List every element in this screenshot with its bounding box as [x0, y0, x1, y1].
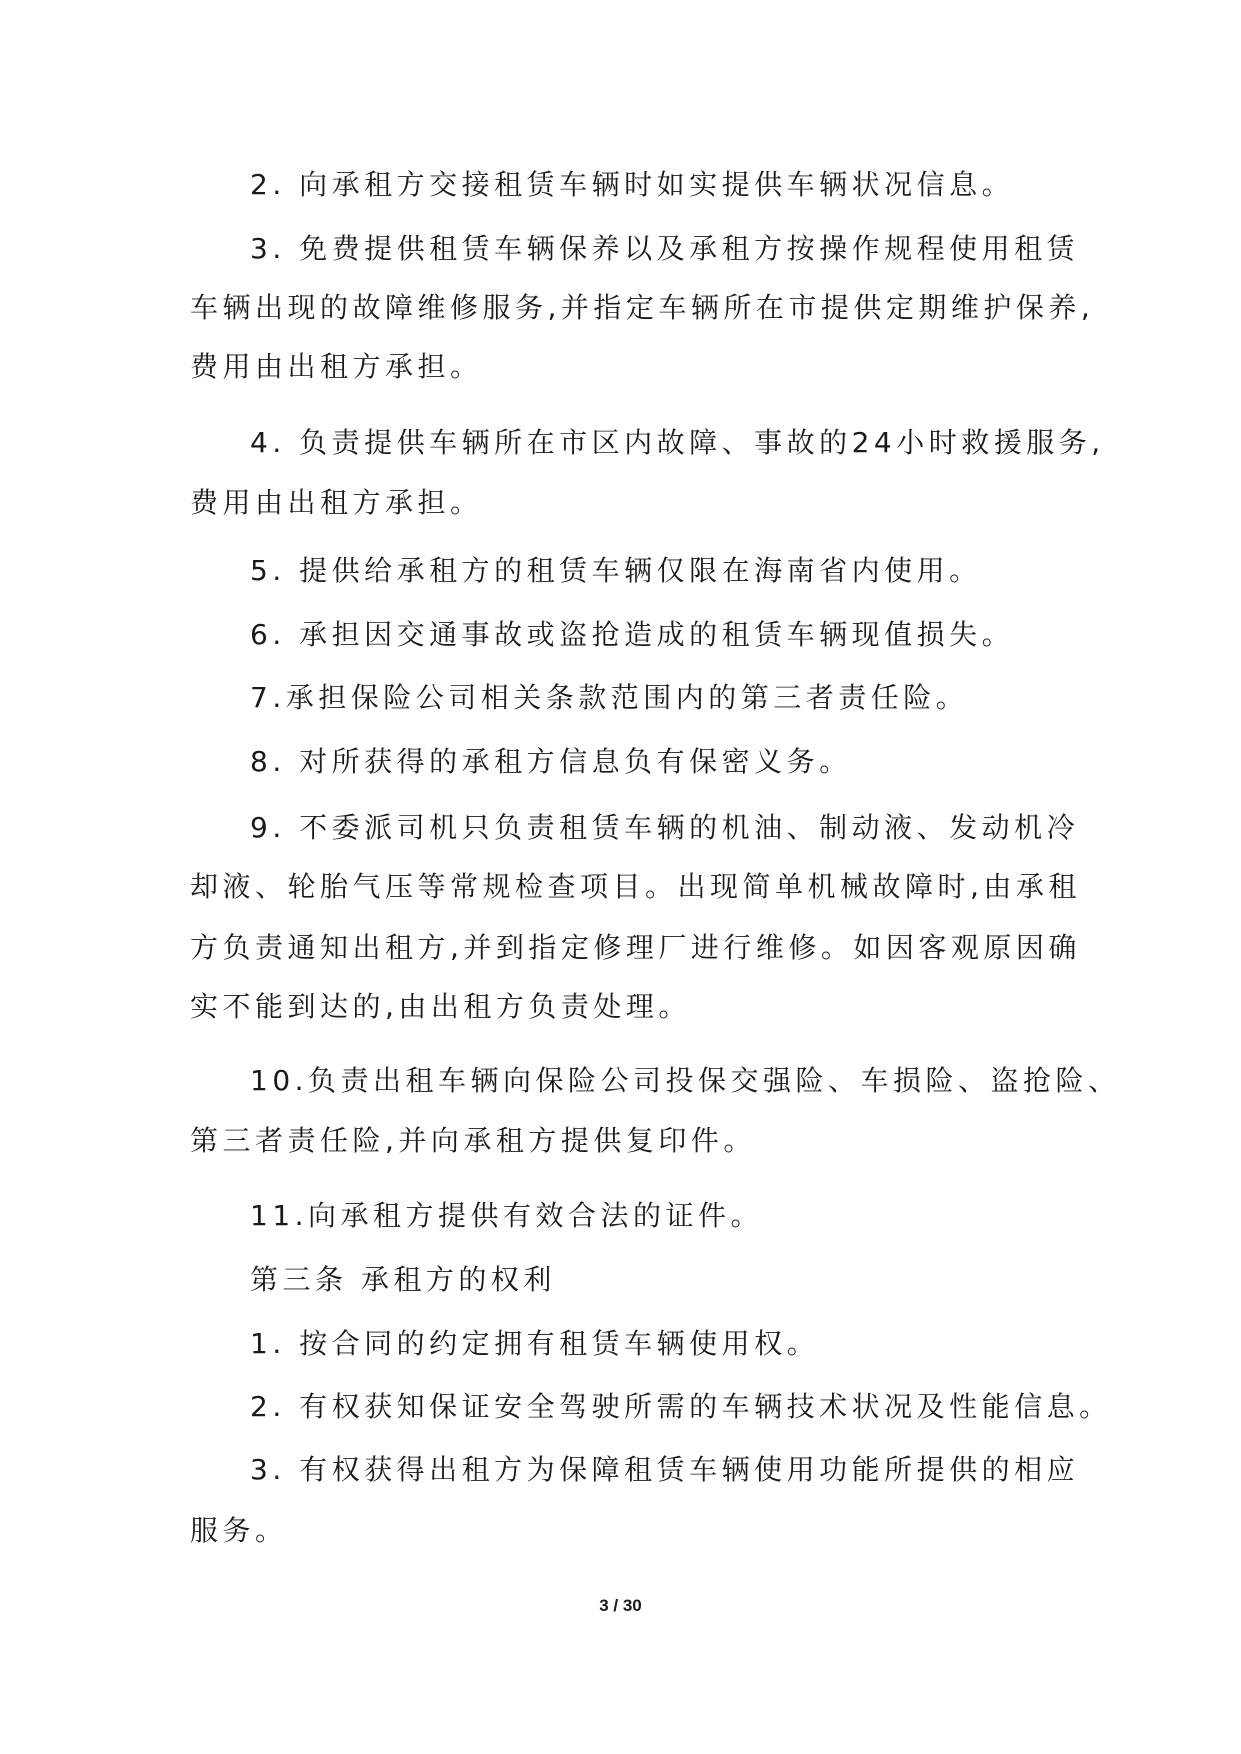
paragraph-line: 3. 有权获得出租方为保障租赁车辆使用功能所提供的相应 [250, 1453, 1080, 1486]
paragraph-line: 11.向承租方提供有效合法的证件。 [250, 1199, 764, 1232]
paragraph-line: 第三者责任险,并向承租方提供复印件。 [190, 1124, 756, 1157]
paragraph-line: 5. 提供给承租方的租赁车辆仅限在海南省内使用。 [250, 554, 982, 587]
paragraph-line: 10.负责出租车辆向保险公司投保交强险、车损险、盗抢险、 [250, 1064, 1121, 1097]
paragraph-line: 实不能到达的,由出租方负责处理。 [190, 990, 691, 1023]
paragraph-line: 6. 承担因交通事故或盗抢造成的租赁车辆现值损失。 [250, 618, 1015, 651]
paragraph-line: 费用由出租方承担。 [190, 350, 483, 383]
paragraph-line: 方负责通知出租方,并到指定修理厂进行维修。如因客观原因确 [190, 931, 1081, 964]
page-number: 3 / 30 [599, 1596, 642, 1615]
paragraph-line: 1. 按合同的约定拥有租赁车辆使用权。 [250, 1327, 820, 1360]
paragraph-line: 2. 有权获知保证安全驾驶所需的车辆技术状况及性能信息。 [250, 1390, 1112, 1423]
paragraph-line: 4. 负责提供车辆所在市区内故障、事故的24小时救援服务, [250, 426, 1105, 459]
section-heading: 第三条 承租方的权利 [250, 1263, 556, 1296]
paragraph-line: 服务。 [190, 1514, 288, 1547]
paragraph-line: 3. 免费提供租赁车辆保养以及承租方按操作规程使用租赁 [250, 232, 1080, 265]
paragraph-line: 9. 不委派司机只负责租赁车辆的机油、制动液、发动机冷 [250, 811, 1080, 844]
paragraph-line: 8. 对所获得的承租方信息负有保密义务。 [250, 745, 852, 778]
paragraph-line: 2. 向承租方交接租赁车辆时如实提供车辆状况信息。 [250, 168, 1015, 201]
paragraph-line: 7.承担保险公司相关条款范围内的第三者责任险。 [250, 681, 969, 714]
paragraph-line: 却液、轮胎气压等常规检查项目。出现简单机械故障时,由承租 [190, 870, 1081, 903]
paragraph-line: 车辆出现的故障维修服务,并指定车辆所在市提供定期维护保养, [190, 291, 1095, 324]
paragraph-line: 费用由出租方承担。 [190, 486, 483, 519]
